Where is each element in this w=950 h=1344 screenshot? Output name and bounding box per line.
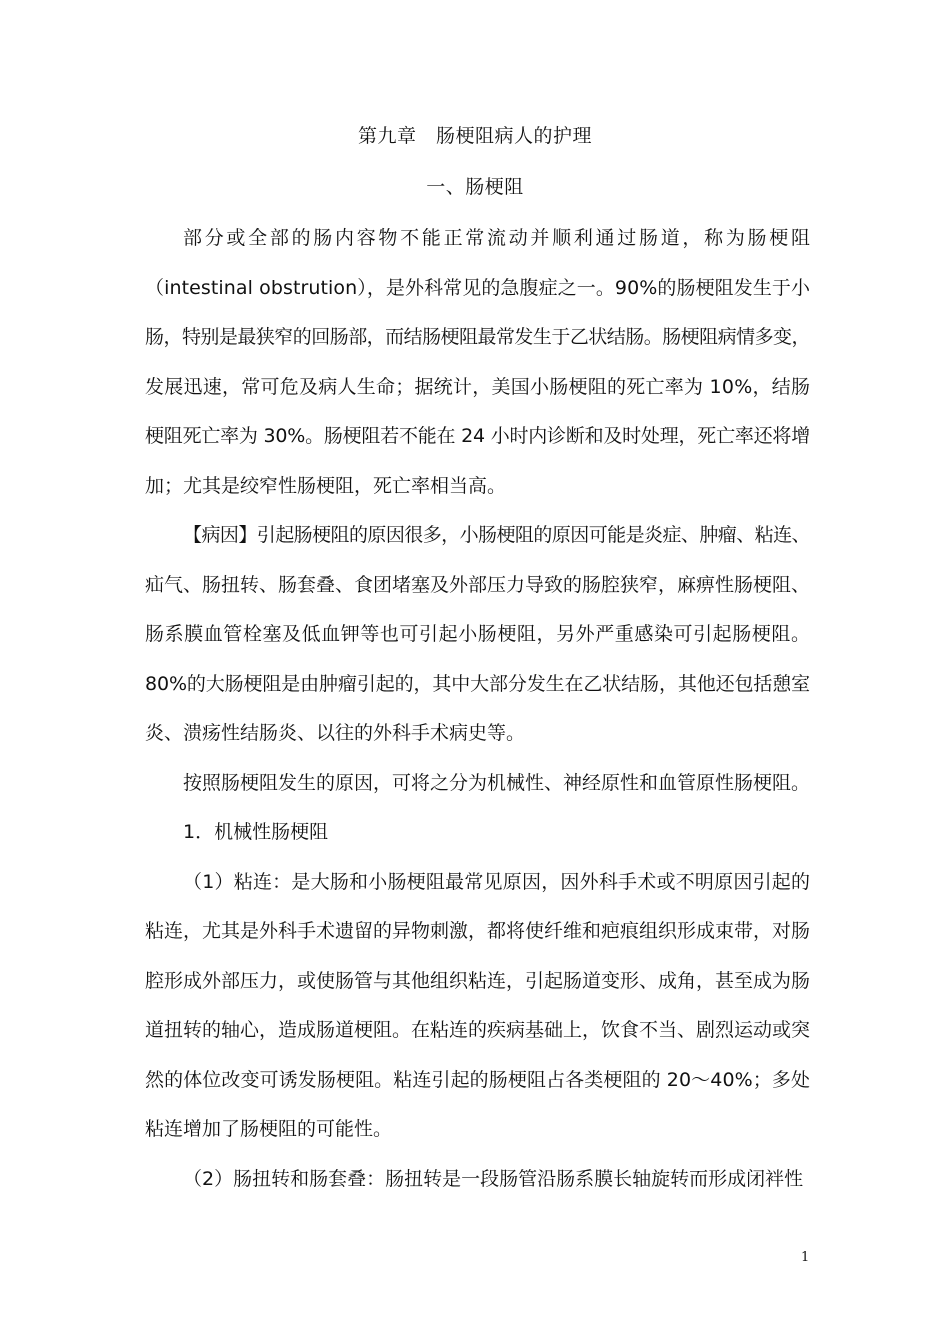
paragraph-line: 发展迅速，常可危及病人生命；据统计，美国小肠梗阻的死亡率为 10%，结肠 (145, 375, 811, 398)
paragraph-line: （intestinal obstrution），是外科常见的急腹症之一。90%的肠梗阻发生于小 (145, 276, 811, 299)
paragraph-line: 粘连，尤其是外科手术遗留的异物刺激，都将使纤维和疤痕组织形成束带，对肠 (145, 920, 810, 942)
paragraph-line: 炎、溃疡性结肠炎、以往的外科手术病史等。 (145, 722, 526, 744)
paragraph-line: 肠系膜血管栓塞及低血钾等也可引起小肠梗阻，另外严重感染可引起肠梗阻。 (145, 623, 811, 645)
paragraph (145, 1155, 810, 1205)
chapter-title: 第九章 肠梗阻病人的护理 (357, 125, 592, 147)
paragraph-line: 腔形成外部压力，或使肠管与其他组织粘连，引起肠道变形、成角，甚至成为肠 (145, 969, 810, 992)
paragraph-line: 道扭转的轴心，造成肠道梗阻。在粘连的疾病基础上，饮食不当、剧烈运动或突 (145, 1019, 810, 1041)
paragraph-line: 【病因】引起肠梗阻的原因很多，小肠梗阻的原因可能是炎症、肿瘤、粘连、 (183, 524, 810, 546)
paragraph (145, 759, 810, 809)
paragraph-line: 肠，特别是最狭窄的回肠部，而结肠梗阻最常发生于乙状结肠。肠梗阻病情多变， (145, 326, 810, 348)
paragraph-line: 然的体位改变可诱发肠梗阻。粘连引起的肠梗阻占各类梗阻的 20～40%；多处 (145, 1068, 811, 1091)
paragraph-line: 梗阻死亡率为 30%。肠梗阻若不能在 24 小时内诊断和及时处理，死亡率还将增 (145, 425, 810, 447)
paragraph (145, 214, 813, 511)
paragraph-line: 1．机械性肠梗阻 (183, 821, 329, 843)
paragraph-line: 粘连增加了肠梗阻的可能性。 (145, 1118, 393, 1140)
paragraph-line: （2）肠扭转和肠套叠：肠扭转是一段肠管沿肠系膜长轴旋转而形成闭袢性 (183, 1167, 804, 1190)
section-title: 一、肠梗阻 (426, 176, 524, 198)
paragraph-line: 部分或全部的肠内容物不能正常流动并顺利通过肠道，称为肠梗阻 (183, 227, 813, 249)
paragraph-line: （1）粘连：是大肠和小肠梗阻最常见原因，因外科手术或不明原因引起的 (183, 870, 811, 893)
paragraph (145, 808, 810, 858)
paragraph (145, 858, 810, 1155)
paragraph-line: 80%的大肠梗阻是由肿瘤引起的，其中大部分发生在乙状结肠，其他还包括憩室 (145, 672, 810, 695)
paragraph (145, 511, 810, 759)
paragraph-line: 加；尤其是绞窄性肠梗阻，死亡率相当高。 (145, 474, 507, 497)
paragraph-line: 按照肠梗阻发生的原因，可将之分为机械性、神经原性和血管原性肠梗阻。 (183, 771, 811, 794)
paragraph-line: 疝气、肠扭转、肠套叠、食团堵塞及外部压力导致的肠腔狭窄，麻痹性肠梗阻、 (145, 573, 810, 596)
page-number: 1 (801, 1250, 810, 1265)
document-body (145, 214, 813, 1204)
